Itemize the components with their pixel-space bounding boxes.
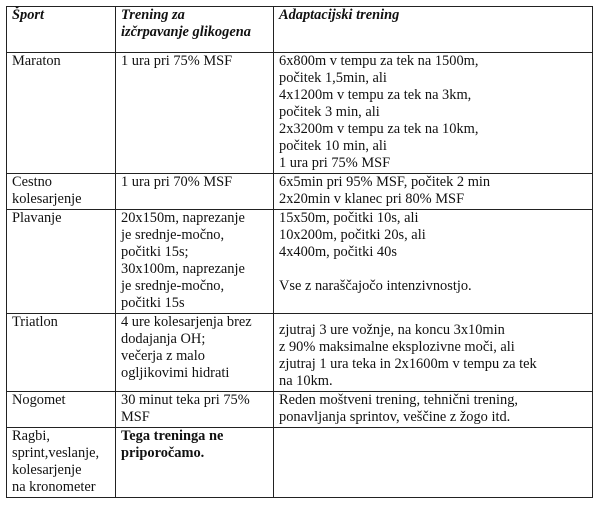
glycogen-line: počitki 15s; (121, 244, 189, 260)
sport-line: na kronometer (12, 479, 96, 495)
adaptation-line: 2x20min v klanec pri 80% MSF (279, 191, 465, 207)
training-table (6, 6, 593, 498)
sport-line: Plavanje (12, 210, 62, 226)
sport-line: Ragbi, (12, 428, 50, 444)
glycogen-line: večerja z malo (121, 348, 205, 364)
adaptation-line: 2x3200m v tempu za tek na 10km, (279, 121, 479, 137)
header-glycogen-line-1: Trening za (121, 7, 185, 23)
adaptation-line: ponavljanja sprintov, veščine z žogo itd. (279, 409, 511, 425)
sport-line: Maraton (12, 53, 61, 69)
adaptation-line: 10x200m, počitki 20s, ali (279, 227, 426, 243)
glycogen-line: 4 ure kolesarjenja brez (121, 314, 252, 330)
table-row-triatlon (7, 314, 593, 392)
adaptation-line: zjutraj 3 ure vožnje, na koncu 3x10min (279, 322, 505, 338)
glycogen-line: ogljikovimi hidrati (121, 365, 230, 381)
adaptation-line: na 10km. (279, 373, 333, 389)
glycogen-line: Tega treninga ne (121, 428, 224, 444)
sport-line: Triatlon (12, 314, 58, 330)
glycogen-line: MSF (121, 409, 150, 425)
adaptation-line: z 90% maksimalne eksplozivne moči, ali (279, 339, 515, 355)
glycogen-line: je srednje-močno, (121, 227, 225, 243)
cell-glycogen (116, 392, 274, 428)
cell-adaptation (274, 428, 593, 498)
header-sport (7, 7, 116, 53)
adaptation-line: počitek 3 min, ali (279, 104, 380, 120)
adaptation-line: 1 ura pri 75% MSF (279, 155, 391, 171)
adaptation-line: zjutraj 1 ura teka in 2x1600m v tempu za tek (279, 356, 537, 372)
header-glycogen (116, 7, 274, 53)
header-row (7, 7, 593, 53)
cell-glycogen (116, 174, 274, 210)
adaptation-line: Reden moštveni trening, tehnični trening, (279, 392, 518, 408)
cell-sport (7, 53, 116, 174)
header-adaptation (274, 7, 593, 53)
cell-glycogen (116, 210, 274, 314)
adaptation-line: počitek 10 min, ali (279, 138, 387, 154)
sport-line: Nogomet (12, 392, 66, 408)
glycogen-line: dodajanja OH; (121, 331, 206, 347)
header-adaptation-text: Adaptacijski trening (279, 7, 400, 23)
sport-line: kolesarjenje (12, 462, 82, 478)
adaptation-line: 6x5min pri 95% MSF, počitek 2 min (279, 174, 491, 190)
glycogen-line: je srednje-močno, (121, 278, 225, 294)
table-row-nogomet (7, 392, 593, 428)
adaptation-line: 4x400m, počitki 40s (279, 244, 397, 260)
adaptation-line: 15x50m, počitki 10s, ali (279, 210, 419, 226)
cell-sport (7, 174, 116, 210)
glycogen-line: 1 ura pri 70% MSF (121, 174, 233, 190)
adaptation-line: 6x800m v tempu za tek na 1500m, (279, 53, 479, 69)
sport-line: sprint,veslanje, (12, 445, 100, 461)
table-row-cestno-kolesarjenje (7, 174, 593, 210)
glycogen-line: 20x150m, naprezanje (121, 210, 245, 226)
cell-adaptation (274, 314, 593, 392)
glycogen-line: priporočamo. (121, 445, 205, 461)
glycogen-line: 30 minut teka pri 75% (121, 392, 250, 408)
adaptation-line: Vse z naraščajočo intenzivnostjo. (279, 278, 472, 294)
glycogen-line: počitki 15s (121, 295, 185, 311)
cell-adaptation (274, 392, 593, 428)
adaptation-line: 4x1200m v tempu za tek na 3km, (279, 87, 472, 103)
table-row-plavanje (7, 210, 593, 314)
glycogen-line: 30x100m, naprezanje (121, 261, 245, 277)
header-glycogen-line-2: izčrpavanje glikogena (121, 24, 251, 40)
cell-adaptation (274, 174, 593, 210)
blank-line (279, 261, 588, 278)
header-sport-text: Šport (12, 7, 44, 23)
cell-glycogen (116, 314, 274, 392)
cell-sport (7, 392, 116, 428)
glycogen-line: 1 ura pri 75% MSF (121, 53, 233, 69)
cell-sport (7, 428, 116, 498)
cell-sport (7, 210, 116, 314)
cell-glycogen (116, 428, 274, 498)
table-row-ragbi (7, 428, 593, 498)
cell-glycogen (116, 53, 274, 174)
sport-line: Cestno (12, 174, 52, 190)
cell-adaptation (274, 53, 593, 174)
sport-line: kolesarjenje (12, 191, 82, 207)
adaptation-line: počitek 1,5min, ali (279, 70, 387, 86)
cell-sport (7, 314, 116, 392)
table-row-maraton (7, 53, 593, 174)
cell-adaptation (274, 210, 593, 314)
